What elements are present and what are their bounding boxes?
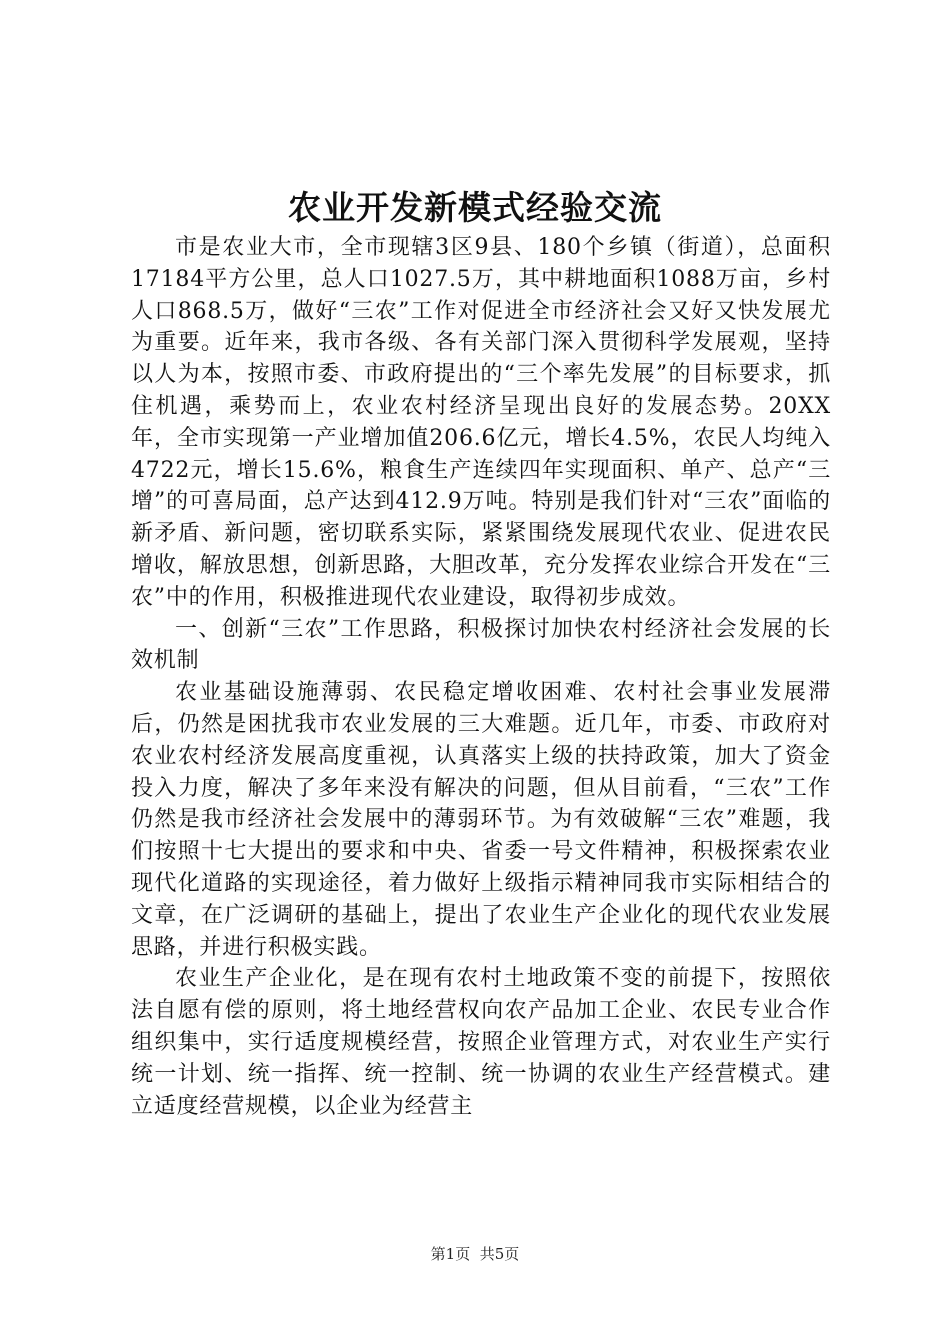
paragraph-intro: 市是农业大市，全市现辖3区9县、180个乡镇（街道），总面积17184平方公里，总人口1027.5万，其中耕地面积1088万亩，乡村人口868.5万，做好“三农”工作对促进全市经济社会又好又快发展尤为重要。近年来，我市各级、各有关部门深入贯彻科学发展观，坚持以人为本，按照市委、市政府提出的“三个率先发展”的目标要求，抓住机遇，乘势而上，农业农村经济呈现出良好的发展态势。20XX年，全市实现第一产业增加值206.6亿元，增长4.5%，农民人均纯入4722元，增长15.6%，粮食生产连续四年实现面积、单产、总产“三增”的可喜局面，总产达到412.9万吨。特别是我们针对“三农”面临的新矛盾、新问题，密切联系实际，紧紧围绕发展现代农业、促进农民增收，解放思想，创新思路，大胆改革，充分发挥农业综合开发在“三农”中的作用，积极推进现代农业建设，取得初步成效。 [131,235,831,610]
total-pages: 共5页 [479,1245,520,1263]
footer-spacer [470,1245,480,1263]
page-footer [0,1244,950,1264]
document-body [131,232,831,1122]
paragraph-enterprise-model: 农业生产企业化，是在现有农村土地政策不变的前提下，按照依法自愿有偿的原则，将土地经营权向农产品加工企业、农民专业合作组织集中，实行适度规模经营，按照企业管理方式，对农业生产实行统一计划、统一指挥、统一控制、统一协调的农业生产经营模式。建立适度经营规模，以企业为经营主 [131,966,831,1119]
paragraph-section-1: 农业基础设施薄弱、农民稳定增收困难、农村社会事业发展滞后，仍然是困扰我市农业发展的三大难题。近几年，市委、市政府对农业农村经济发展高度重视，认真落实上级的扶持政策，加大了资金投入力度，解决了多年来没有解决的问题，但从目前看，“三农”工作仍然是我市经济社会发展中的薄弱环节。为有效破解“三农”难题，我们按照十七大提出的要求和中央、省委一号文件精神，积极探索农业现代化道路的实现途径，着力做好上级指示精神同我市实际相结合的文章，在广泛调研的基础上，提出了农业生产企业化的现代农业发展思路，并进行积极实践。 [131,680,831,960]
document-title: 农业开发新模式经验交流 [288,188,662,227]
page-number: 第1页 [430,1245,471,1263]
section-heading-1: 一、创新“三农”工作思路，积极探讨加快农村经济社会发展的长效机制 [131,616,831,674]
